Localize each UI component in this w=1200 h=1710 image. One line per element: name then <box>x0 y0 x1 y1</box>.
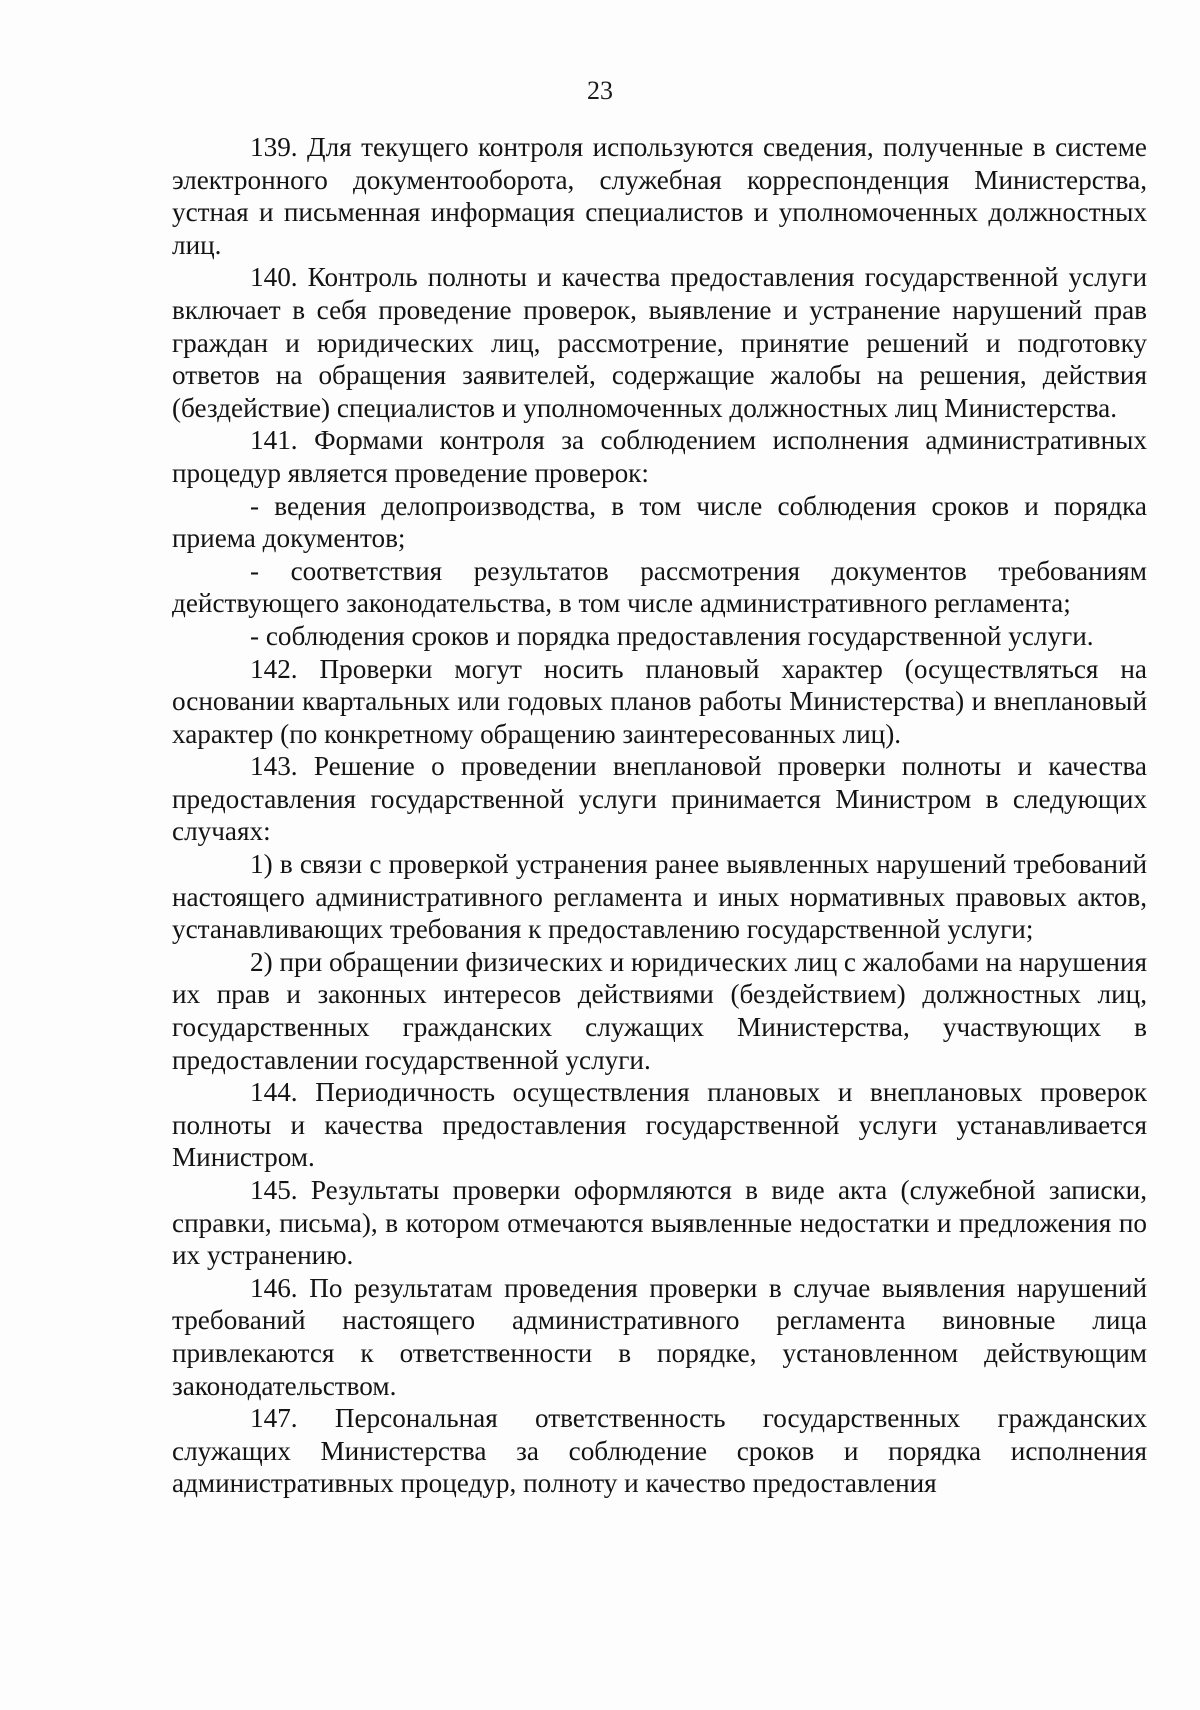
paragraph-140: 140. Контроль полноты и качества предоставления государственной услуги включает в себя проведение проверок, выявление и устранение нарушений прав граждан и юридических лиц, рассмотрение, принятие решений и подготовку ответов на обращения заявителей, содержащие жалобы на решения, действия (бездействие) специалистов и уполномоченных должностных лиц Министерства. <box>172 262 1147 423</box>
paragraph-142: 142. Проверки могут носить плановый характер (осуществляться на основании квартальных или годовых планов работы Министерства) и внеплановый характер (по конкретному обращению заинтересованных лиц). <box>172 653 1147 749</box>
paragraph-145: 145. Результаты проверки оформляются в виде акта (служебной записки, справки, письма), в котором отмечаются выявленные недостатки и предложения по их устранению. <box>172 1175 1147 1271</box>
paragraph-139: 139. Для текущего контроля используются сведения, полученные в системе электронного документооборота, служебная корреспонденция Министерства, устная и письменная информация специалистов и уполномоченных должностных лиц. <box>172 132 1147 260</box>
paragraph-146: 146. По результатам проведения проверки в случае выявления нарушений требований настоящего административного регламента виновные лица привлекаются к ответственности в порядке, установленном действующим законодательством. <box>172 1272 1147 1401</box>
list-item-1: 1) в связи с проверкой устранения ранее выявленных нарушений требований настоящего административного регламента и иных нормативных правовых актов, устанавливающих требования к предоставлению государственной услуги; <box>172 849 1147 945</box>
document-body <box>172 131 1147 1500</box>
list-item-2: 2) при обращении физических и юридических лиц с жалобами на нарушения их прав и законных интересов действиями (бездействием) должностных лиц, государственных гражданских служащих Министерства, участвующих в предоставлении государственной услуги. <box>172 946 1147 1075</box>
paragraph-143: 143. Решение о проведении внеплановой проверки полноты и качества предоставления государственной услуги принимается Министром в следующих случаях: <box>172 751 1147 847</box>
list-item-record-keeping: - ведения делопроизводства, в том числе соблюдения сроков и порядка приема документов; <box>172 490 1147 554</box>
paragraph-144: 144. Периодичность осуществления плановых и внеплановых проверок полноты и качества предоставления государственной услуги устанавливается Министром. <box>172 1077 1147 1173</box>
list-item-compliance: - соответствия результатов рассмотрения документов требованиям действующего законодательства, в том числе административного регламента; <box>172 555 1147 619</box>
list-item-deadlines: - соблюдения сроков и порядка предоставления государственной услуги. <box>250 620 1094 651</box>
paragraph-141: 141. Формами контроля за соблюдением исполнения административных процедур является проведение проверок: <box>172 425 1147 488</box>
page-number: 23 <box>587 76 613 105</box>
paragraph-147: 147. Персональная ответственность государственных гражданских служащих Министерства за соблюдение сроков и порядка исполнения административных процедур, полноту и качество предоставления <box>172 1403 1147 1499</box>
